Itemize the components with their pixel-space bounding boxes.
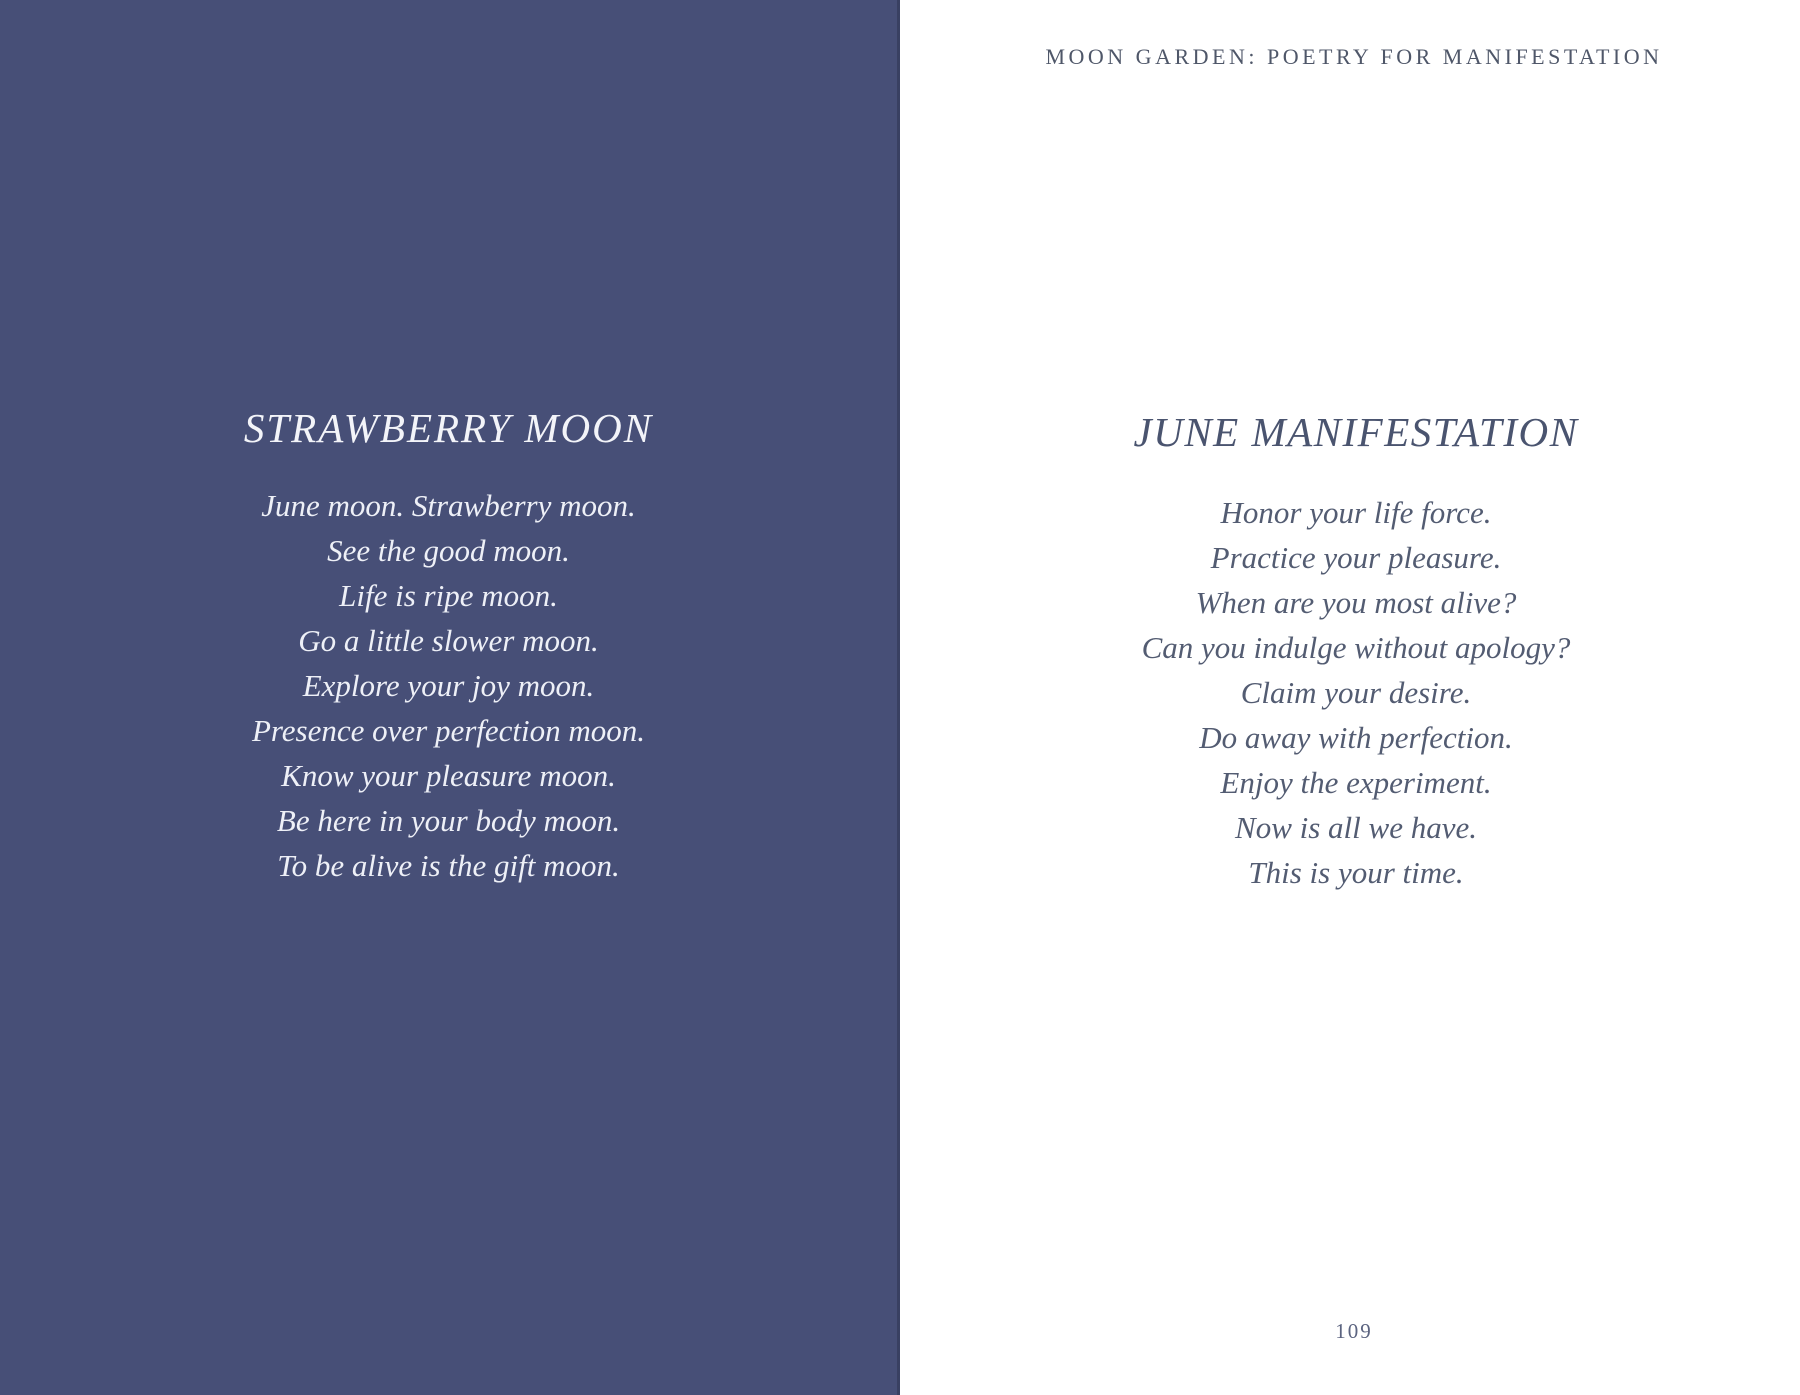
right-poem-title: JUNE MANIFESTATION [1133,409,1579,455]
poem-line: Explore your joy moon. [302,668,595,703]
poem-line: This is your time. [1248,855,1464,890]
poem-line: Know your pleasure moon. [281,758,616,793]
poem-line: See the good moon. [327,533,570,568]
poem-line: June moon. Strawberry moon. [261,488,636,523]
poem-line: Life is ripe moon. [339,578,558,613]
left-page [0,0,897,1395]
poem-line: Now is all we have. [1235,810,1477,845]
poem-line: Practice your pleasure. [1210,540,1502,575]
right-poem [900,490,1800,895]
poem-line: To be alive is the gift moon. [277,848,620,883]
poem-line: Go a little slower moon. [298,623,599,658]
poem-line: Presence over perfection moon. [251,713,646,748]
page-number: 109 [1335,1319,1373,1343]
poem-line: Can you indulge without apology? [1141,630,1571,665]
poem-line: Be here in your body moon. [276,803,621,838]
poem-line: Do away with perfection. [1199,720,1513,755]
left-poem [0,483,897,888]
running-header: MOON GARDEN: POETRY FOR MANIFESTATION [1045,44,1663,69]
poem-line: Honor your life force. [1220,495,1492,530]
poem-line: Claim your desire. [1240,675,1472,710]
poem-line: When are you most alive? [1195,585,1517,620]
left-poem-title: STRAWBERRY MOON [243,405,654,451]
poem-line: Enjoy the experiment. [1220,765,1492,800]
right-page [900,0,1800,1395]
